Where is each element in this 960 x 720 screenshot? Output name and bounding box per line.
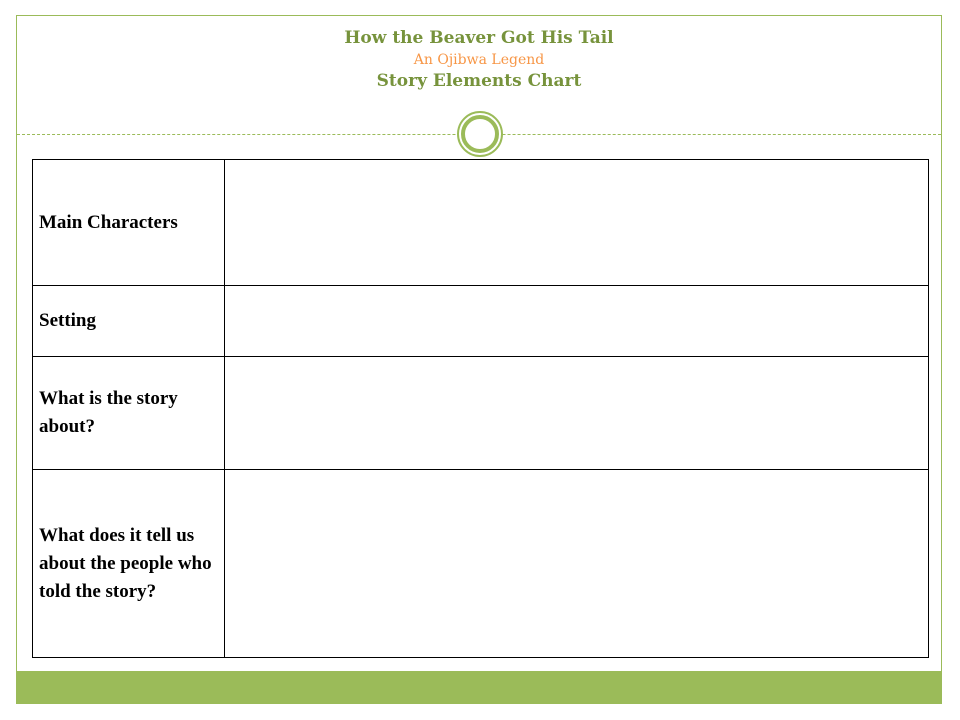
- row-label-main-characters: Main Characters: [33, 160, 225, 286]
- footer-bar: [16, 671, 942, 704]
- answer-cell-story-about[interactable]: [225, 357, 929, 470]
- row-label-people-who-told: What does it tell us about the people who told the story?: [33, 470, 225, 658]
- row-label-story-about: What is the story about?: [33, 357, 225, 470]
- page-title: How the Beaver Got His Tail: [344, 28, 614, 48]
- table-row: [33, 357, 929, 470]
- answer-cell-setting[interactable]: [225, 286, 929, 357]
- circle-ornament-icon: [456, 110, 504, 158]
- table-row: [33, 160, 929, 286]
- answer-cell-main-characters[interactable]: [225, 160, 929, 286]
- row-label-setting: Setting: [33, 286, 225, 357]
- table-row: [33, 470, 929, 658]
- page-subtitle: An Ojibwa Legend: [413, 52, 545, 68]
- answer-cell-people-who-told[interactable]: [225, 470, 929, 658]
- table-row: [33, 286, 929, 357]
- chart-title: Story Elements Chart: [376, 71, 582, 91]
- story-elements-table: [32, 159, 929, 658]
- title-block: [16, 26, 942, 94]
